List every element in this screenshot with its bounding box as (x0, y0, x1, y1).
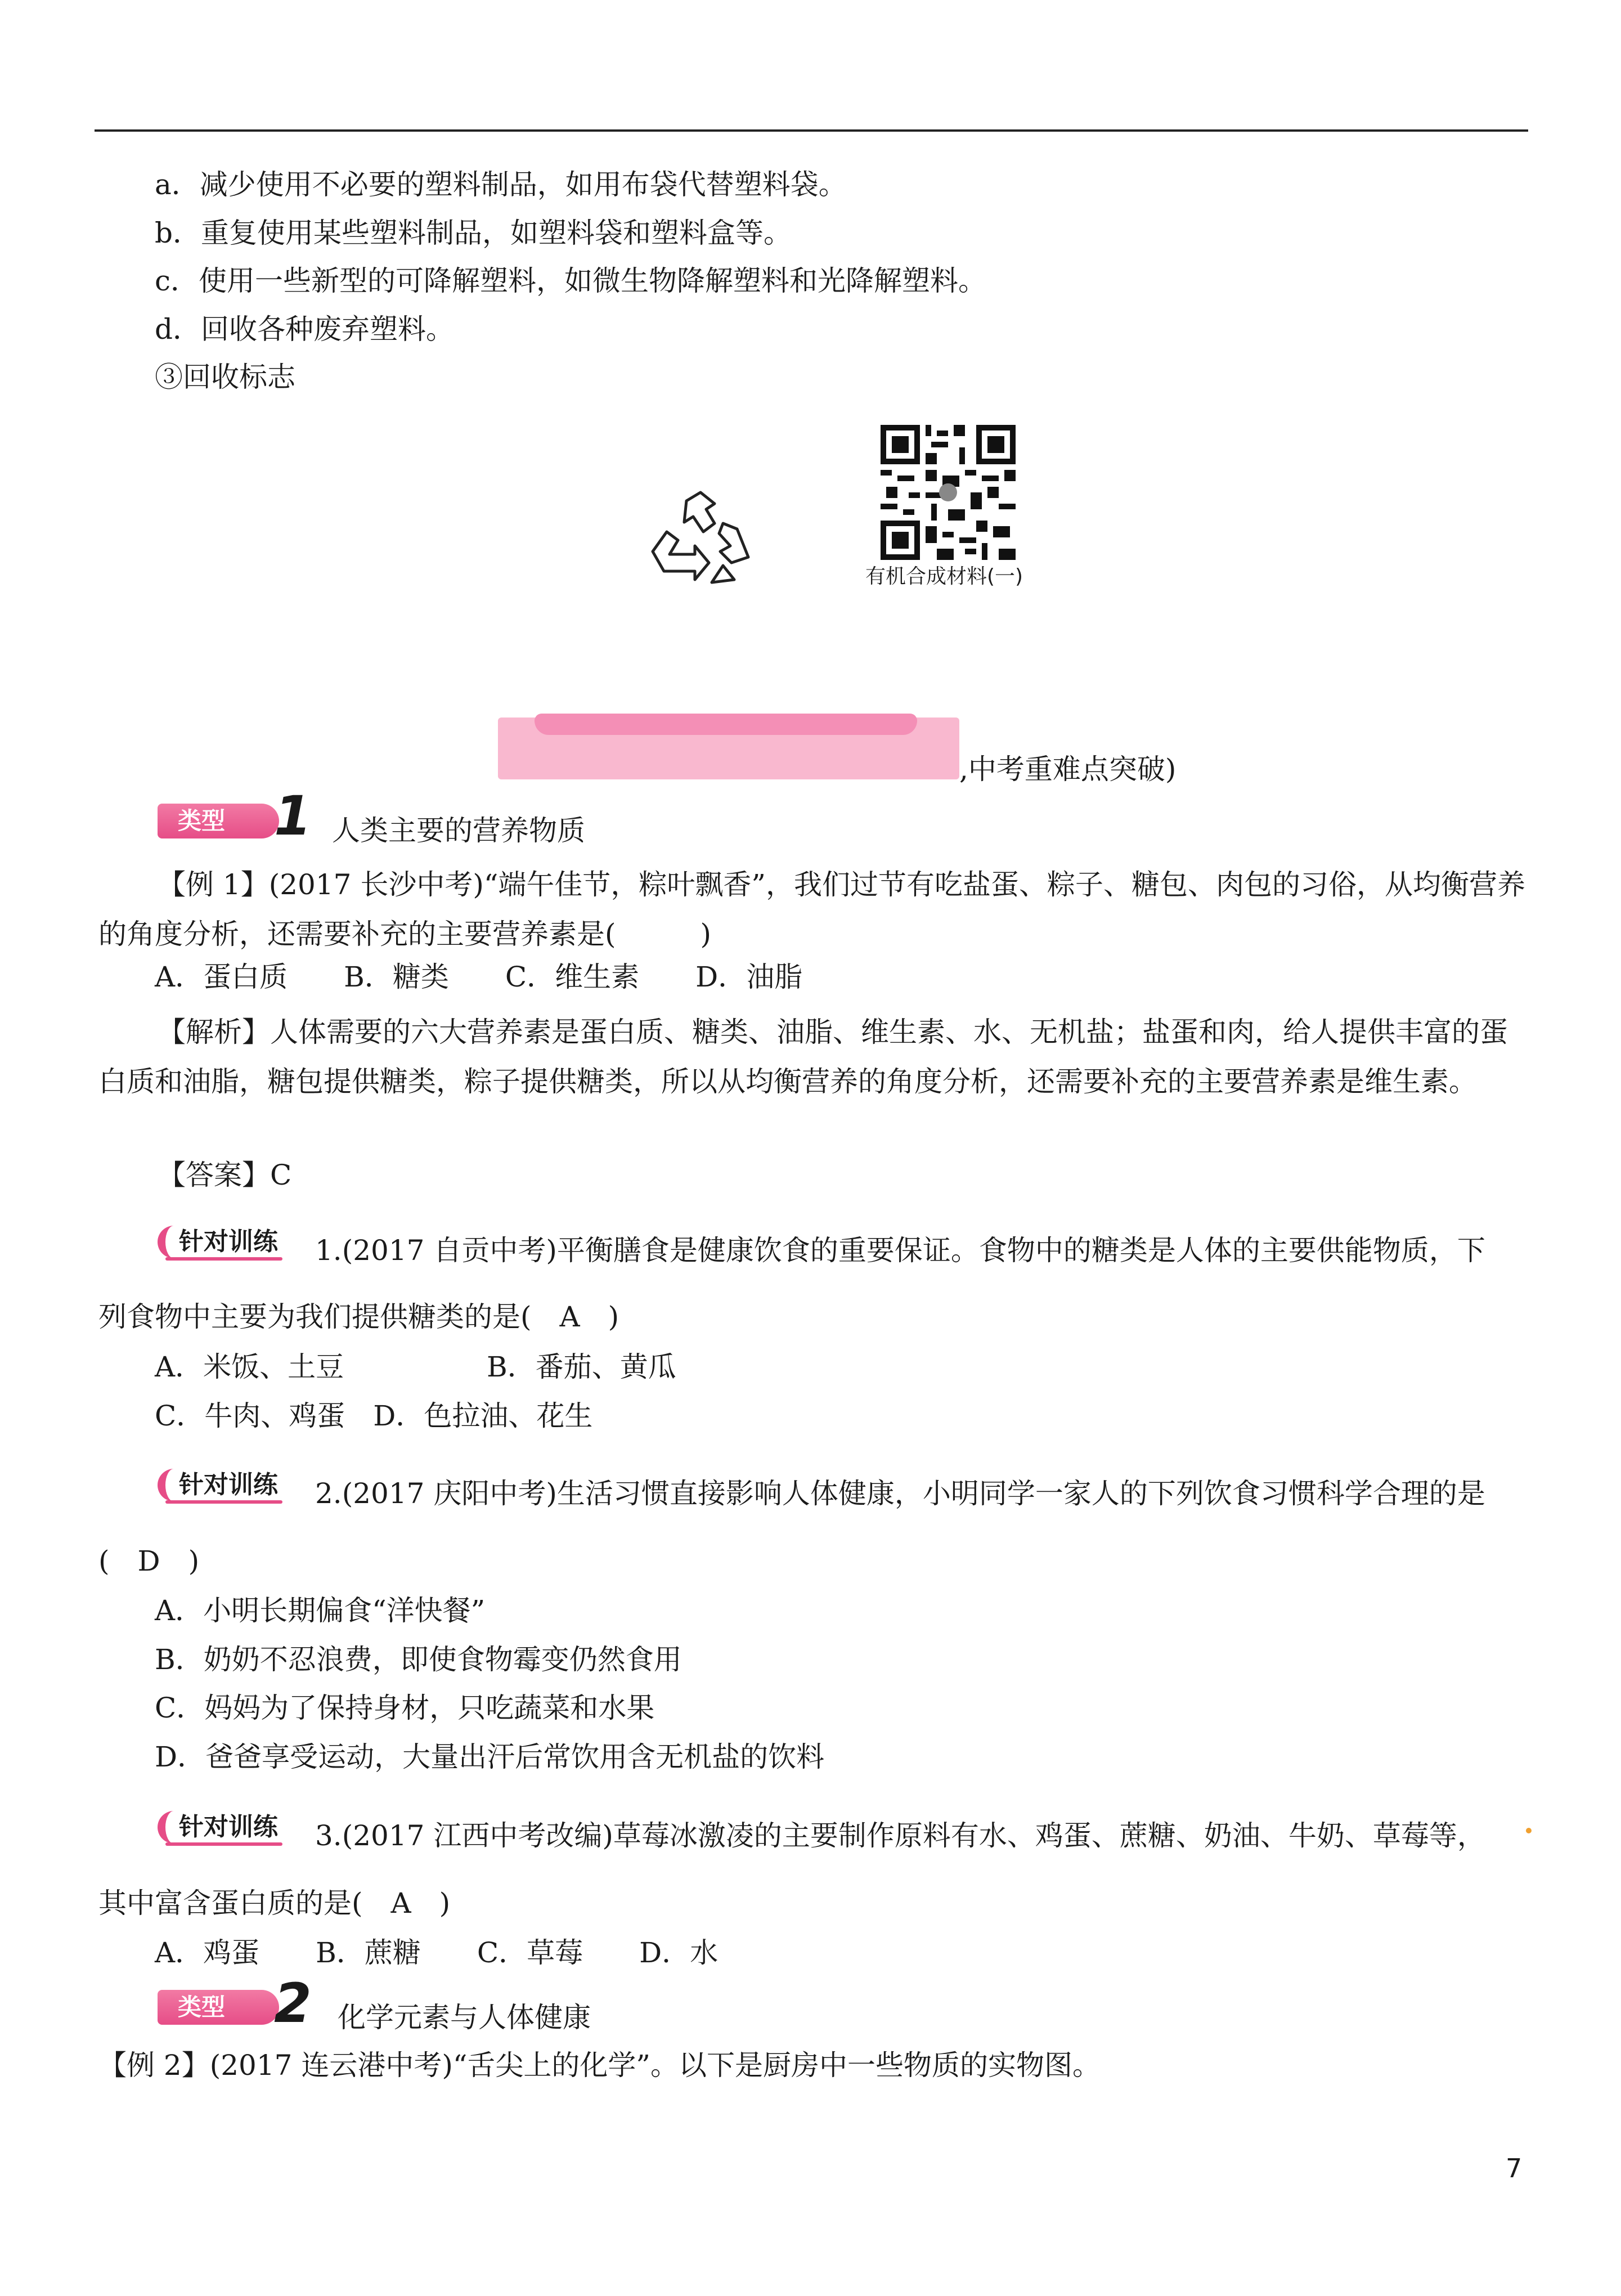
type-tag: 类型 (158, 804, 279, 838)
q3-stem-line2: 其中富含蛋白质的是( A ) (98, 1887, 451, 1920)
q1-option-a: A．米饭、土豆 (155, 1351, 344, 1383)
q3-options: A．鸡蛋 B．蔗糖 C．草莓 D．水 (155, 1936, 719, 1969)
q3-stem-line1: 3.(2017 江西中考改编)草莓冰激凌的主要制作原料有水、鸡蛋、蔗糖、奶油、牛奶、草莓等， (315, 1819, 1485, 1852)
example-1-options: A．蛋白质 B．糖类 C．维生素 D．油脂 (155, 961, 803, 993)
training-label: 针对训练 (158, 1226, 282, 1258)
q2-stem-line2: ( D ) (98, 1545, 200, 1577)
section-banner-tab (535, 714, 917, 735)
recycle-sign-label: ③回收标志 (155, 361, 295, 393)
q1-option-cd: C．牛肉、鸡蛋 D．色拉油、花生 (155, 1400, 593, 1432)
type-title: 人类主要的营养物质 (332, 814, 585, 847)
plastic-item-b: b．重复使用某些塑料制品，如塑料袋和塑料盒等。 (155, 217, 792, 249)
training-label: 针对训练 (158, 1811, 282, 1844)
training-label: 针对训练 (158, 1469, 282, 1501)
recycle-icon (647, 490, 754, 591)
q2-option-d: D．爸爸享受运动，大量出汗后常饮用含无机盐的饮料 (155, 1741, 825, 1773)
qr-caption: 有机合成材料(一) (865, 565, 1023, 588)
example-1-answer: 【答案】C (158, 1159, 292, 1191)
q1-option-b: B．番茄、黄瓜 (487, 1351, 676, 1383)
q2-option-c: C．妈妈为了保持身材，只吃蔬菜和水果 (155, 1692, 655, 1724)
type-number: 1 (274, 784, 312, 847)
q2-stem-line1: 2.(2017 庆阳中考)生活习惯直接影响人体健康，小明同学一家人的下列饮食习惯科学合理的是 (315, 1477, 1485, 1510)
example-1-analysis: 【解析】人体需要的六大营养素是蛋白质、糖类、油脂、维生素、水、无机盐；盐蛋和肉，给人提供丰富的蛋白质和油脂，糖包提供糖类，粽子提供糖类，所以从均衡营养的角度分析，还需要补充的主要营养素是维生素。 (98, 1016, 1508, 1098)
q1-stem-line1: 1.(2017 自贡中考)平衡膳食是健康饮食的重要保证。食物中的糖类是人体的主要供能物质，下 (315, 1234, 1485, 1267)
orange-dot (1526, 1828, 1532, 1833)
q2-option-b: B．奶奶不忍浪费，即使食物霉变仍然食用 (155, 1643, 682, 1676)
type-tag: 类型 (158, 1990, 279, 2025)
type-number: 2 (274, 1972, 312, 2035)
header-rule (95, 129, 1528, 132)
q1-stem-line2: 列食物中主要为我们提供糖类的是( A ) (98, 1301, 619, 1333)
qr-code[interactable] (881, 425, 1016, 560)
example-1: 【例 1】(2017 长沙中考)“端午佳节，粽叶飘香”，我们过节有吃盐蛋、粽子、糖包、肉包的习俗，从均衡营养的角度分析，还需要补充的主要营养素是( ) (98, 868, 1525, 950)
type-title: 化学元素与人体健康 (338, 2001, 591, 2034)
plastic-item-d: d．回收各种废弃塑料。 (155, 313, 455, 346)
q2-option-a: A．小明长期偏食“洋快餐” (155, 1594, 486, 1627)
section-heading: ,中考重难点突破) (959, 753, 1177, 786)
example-2: 【例 2】(2017 连云港中考)“舌尖上的化学”。以下是厨房中一些物质的实物图。 (98, 2049, 1101, 2082)
plastic-item-a: a．减少使用不必要的塑料制品，如用布袋代替塑料袋。 (155, 168, 847, 201)
page-number: 7 (1506, 2153, 1523, 2183)
plastic-item-c: c．使用一些新型的可降解塑料，如微生物降解塑料和光降解塑料。 (155, 264, 987, 297)
